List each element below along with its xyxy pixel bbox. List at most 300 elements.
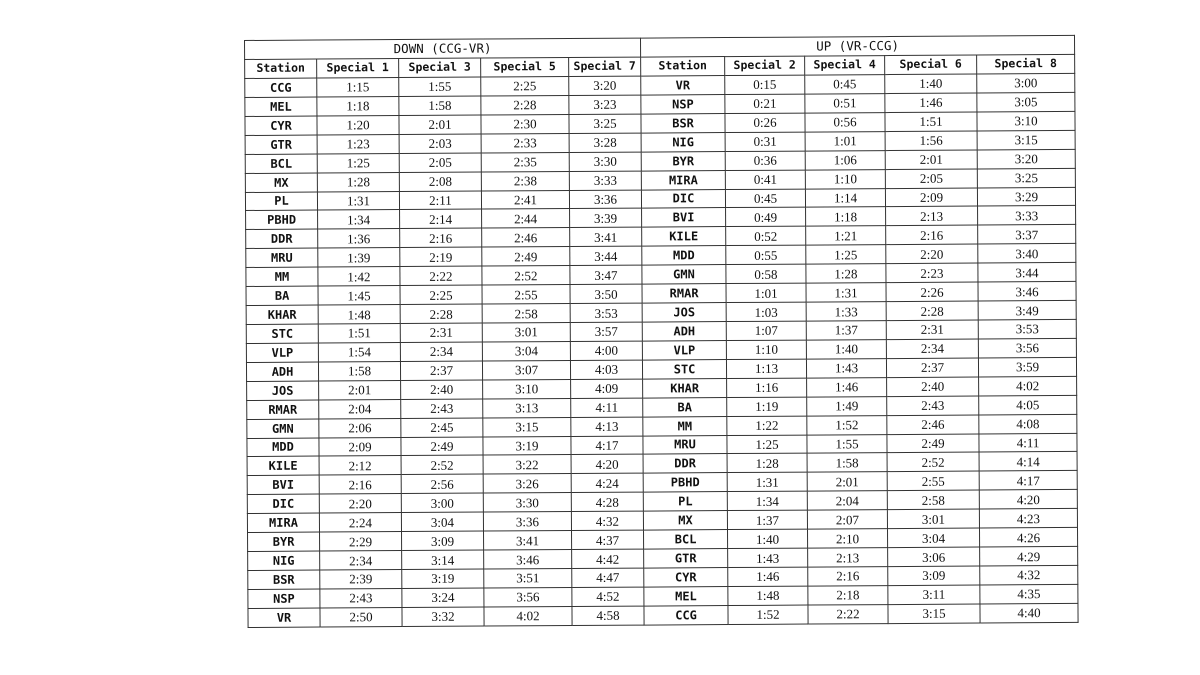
down-time-cell: 3:41 <box>570 227 642 246</box>
down-station-cell: BYR <box>248 532 320 551</box>
up-station-cell: ADH <box>642 322 726 341</box>
up-station-cell: GMN <box>642 265 726 284</box>
down-station-cell: KHAR <box>246 305 318 324</box>
up-time-cell: 1:18 <box>806 207 886 226</box>
up-station-cell: VLP <box>642 340 726 359</box>
up-station-cell: JOS <box>642 303 726 322</box>
down-time-cell: 1:55 <box>399 77 481 96</box>
up-time-cell: 2:16 <box>886 225 978 244</box>
down-col-special-1: Special 1 <box>317 59 399 79</box>
up-time-cell: 1:28 <box>806 264 886 283</box>
up-station-cell: KHAR <box>643 378 727 397</box>
down-time-cell: 3:30 <box>483 493 571 512</box>
down-time-cell: 2:33 <box>481 133 569 152</box>
down-time-cell: 2:28 <box>400 304 482 323</box>
down-time-cell: 4:37 <box>572 530 644 549</box>
down-time-cell: 1:25 <box>317 153 399 172</box>
up-station-cell: KILE <box>642 227 726 246</box>
down-col-station: Station <box>245 59 317 78</box>
down-time-cell: 2:43 <box>320 588 402 607</box>
up-time-cell: 1:25 <box>806 245 886 264</box>
up-time-cell: 0:15 <box>725 75 805 94</box>
up-time-cell: 4:26 <box>980 528 1078 548</box>
up-station-cell: STC <box>642 359 726 378</box>
down-time-cell: 2:41 <box>481 190 569 209</box>
down-time-cell: 4:09 <box>571 379 643 398</box>
down-time-cell: 3:36 <box>569 190 641 209</box>
up-station-cell: CYR <box>644 568 728 587</box>
down-time-cell: 3:23 <box>569 95 641 114</box>
up-col-station: Station <box>641 57 725 77</box>
up-time-cell: 1:19 <box>727 397 807 416</box>
down-station-cell: DDR <box>246 229 318 248</box>
up-time-cell: 1:14 <box>805 188 885 207</box>
down-col-special-7: Special 7 <box>569 57 641 76</box>
up-station-cell: DIC <box>641 189 725 208</box>
up-time-cell: 3:00 <box>977 73 1075 93</box>
up-time-cell: 2:46 <box>887 415 979 434</box>
up-time-cell: 0:41 <box>725 170 805 189</box>
down-station-cell: JOS <box>247 381 319 400</box>
up-time-cell: 4:32 <box>980 565 1078 585</box>
down-time-cell: 3:14 <box>402 550 484 569</box>
up-time-cell: 2:13 <box>808 548 888 567</box>
down-station-cell: KILE <box>247 456 319 475</box>
up-time-cell: 2:18 <box>808 585 888 604</box>
up-time-cell: 1:22 <box>727 416 807 435</box>
down-time-cell: 2:01 <box>319 380 401 399</box>
up-time-cell: 2:37 <box>886 358 978 377</box>
up-time-cell: 1:49 <box>807 396 887 415</box>
down-station-cell: ADH <box>246 362 318 381</box>
down-time-cell: 2:52 <box>482 266 570 285</box>
down-time-cell: 3:53 <box>570 303 642 322</box>
down-station-cell: DIC <box>247 494 319 513</box>
down-time-cell: 2:08 <box>399 172 481 191</box>
down-time-cell: 3:36 <box>483 512 571 531</box>
up-time-cell: 3:40 <box>978 244 1076 264</box>
down-time-cell: 2:45 <box>401 418 483 437</box>
down-station-cell: NIG <box>248 551 320 570</box>
down-time-cell: 4:32 <box>571 511 643 530</box>
down-station-cell: MEL <box>245 97 317 116</box>
down-time-cell: 4:03 <box>570 360 642 379</box>
up-time-cell: 0:55 <box>726 245 806 264</box>
down-time-cell: 4:13 <box>571 417 643 436</box>
up-time-cell: 0:21 <box>725 94 805 113</box>
down-time-cell: 2:24 <box>319 513 401 532</box>
down-direction-title: DOWN (CCG-VR) <box>245 38 641 59</box>
up-time-cell: 3:25 <box>977 168 1075 188</box>
down-time-cell: 1:39 <box>318 248 400 267</box>
up-time-cell: 1:31 <box>727 472 807 491</box>
down-time-cell: 3:46 <box>484 550 572 569</box>
down-time-cell: 3:51 <box>484 568 572 587</box>
up-time-cell: 4:17 <box>979 471 1077 491</box>
up-time-cell: 1:48 <box>728 586 808 605</box>
up-time-cell: 1:37 <box>806 321 886 340</box>
up-time-cell: 1:51 <box>885 112 977 131</box>
up-station-cell: BYR <box>641 151 725 170</box>
up-time-cell: 3:05 <box>977 92 1075 112</box>
down-time-cell: 2:38 <box>481 171 569 190</box>
down-time-cell: 4:00 <box>570 341 642 360</box>
down-time-cell: 1:54 <box>318 342 400 361</box>
up-time-cell: 1:52 <box>807 415 887 434</box>
down-time-cell: 3:33 <box>569 171 641 190</box>
down-time-cell: 2:06 <box>319 418 401 437</box>
down-time-cell: 2:43 <box>401 399 483 418</box>
down-time-cell: 3:10 <box>483 379 571 398</box>
up-time-cell: 1:25 <box>727 435 807 454</box>
up-station-cell: GTR <box>644 549 728 568</box>
up-time-cell: 3:15 <box>888 604 980 624</box>
down-time-cell: 3:19 <box>402 569 484 588</box>
up-time-cell: 1:52 <box>728 605 808 625</box>
down-time-cell: 3:50 <box>570 284 642 303</box>
down-time-cell: 2:11 <box>399 191 481 210</box>
up-time-cell: 1:34 <box>727 491 807 510</box>
up-time-cell: 2:13 <box>886 206 978 225</box>
down-time-cell: 2:31 <box>400 323 482 342</box>
down-time-cell: 2:56 <box>401 474 483 493</box>
down-time-cell: 3:07 <box>482 360 570 379</box>
up-time-cell: 4:05 <box>979 395 1077 415</box>
up-time-cell: 2:22 <box>808 604 888 624</box>
down-time-cell: 3:19 <box>483 436 571 455</box>
up-time-cell: 3:11 <box>888 585 980 604</box>
up-time-cell: 2:07 <box>807 510 887 529</box>
up-time-cell: 2:52 <box>887 452 979 471</box>
up-station-cell: BSR <box>641 113 725 132</box>
up-time-cell: 4:02 <box>979 376 1077 396</box>
down-station-cell: VR <box>248 608 320 628</box>
down-time-cell: 1:28 <box>317 172 399 191</box>
down-col-special-5: Special 5 <box>481 58 569 78</box>
up-time-cell: 2:26 <box>886 282 978 301</box>
down-time-cell: 3:04 <box>482 341 570 360</box>
up-station-cell: MIRA <box>641 170 725 189</box>
down-time-cell: 3:00 <box>401 493 483 512</box>
up-station-cell: NSP <box>641 94 725 113</box>
up-time-cell: 1:01 <box>805 131 885 150</box>
down-time-cell: 2:50 <box>320 607 402 627</box>
down-station-cell: PBHD <box>246 211 318 230</box>
up-time-cell: 1:06 <box>805 150 885 169</box>
down-time-cell: 3:26 <box>483 474 571 493</box>
down-station-cell: MM <box>246 267 318 286</box>
up-time-cell: 1:56 <box>885 131 977 150</box>
up-time-cell: 2:43 <box>887 396 979 415</box>
down-time-cell: 2:01 <box>399 115 481 134</box>
down-time-cell: 4:20 <box>571 455 643 474</box>
up-time-cell: 1:55 <box>807 434 887 453</box>
down-time-cell: 4:24 <box>571 473 643 492</box>
up-time-cell: 1:13 <box>726 359 806 378</box>
up-time-cell: 3:59 <box>978 357 1076 377</box>
down-time-cell: 3:28 <box>569 133 641 152</box>
up-time-cell: 3:49 <box>978 300 1076 320</box>
down-station-cell: GMN <box>247 419 319 438</box>
up-station-cell: BA <box>643 397 727 416</box>
down-station-cell: MRU <box>246 248 318 267</box>
up-time-cell: 3:53 <box>978 319 1076 339</box>
up-col-special-2: Special 2 <box>725 56 805 75</box>
up-time-cell: 2:10 <box>808 529 888 548</box>
up-time-cell: 4:35 <box>980 584 1078 604</box>
up-col-special-8: Special 8 <box>977 54 1075 74</box>
down-time-cell: 2:30 <box>481 114 569 133</box>
up-time-cell: 3:09 <box>888 566 980 585</box>
up-time-cell: 1:10 <box>805 169 885 188</box>
down-station-cell: BSR <box>248 570 320 589</box>
up-time-cell: 1:43 <box>728 548 808 567</box>
down-time-cell: 3:24 <box>402 588 484 607</box>
down-time-cell: 2:34 <box>400 342 482 361</box>
down-time-cell: 1:31 <box>317 191 399 210</box>
down-station-cell: BVI <box>247 475 319 494</box>
up-time-cell: 1:10 <box>726 340 806 359</box>
up-station-cell: DDR <box>643 454 727 473</box>
down-time-cell: 2:19 <box>400 247 482 266</box>
up-time-cell: 3:15 <box>977 130 1075 150</box>
timetable-body <box>245 73 1078 627</box>
down-time-cell: 3:56 <box>484 587 572 606</box>
down-time-cell: 2:05 <box>399 153 481 172</box>
down-time-cell: 2:49 <box>482 247 570 266</box>
down-time-cell: 2:55 <box>482 285 570 304</box>
up-time-cell: 0:45 <box>805 75 885 94</box>
up-time-cell: 2:05 <box>885 169 977 188</box>
up-col-special-6: Special 6 <box>885 55 977 75</box>
up-time-cell: 1:46 <box>807 377 887 396</box>
up-time-cell: 3:33 <box>978 206 1076 226</box>
down-time-cell: 4:58 <box>572 606 644 626</box>
up-time-cell: 0:51 <box>805 94 885 113</box>
up-time-cell: 3:56 <box>978 338 1076 358</box>
up-time-cell: 2:40 <box>887 377 979 396</box>
down-time-cell: 2:58 <box>482 304 570 323</box>
up-time-cell: 0:58 <box>726 264 806 283</box>
down-time-cell: 4:52 <box>572 587 644 606</box>
up-time-cell: 1:16 <box>727 378 807 397</box>
up-time-cell: 3:10 <box>977 111 1075 131</box>
up-time-cell: 2:28 <box>886 301 978 320</box>
up-time-cell: 2:01 <box>807 472 887 491</box>
up-time-cell: 0:26 <box>725 113 805 132</box>
down-station-cell: MDD <box>247 438 319 457</box>
up-time-cell: 0:56 <box>805 112 885 131</box>
down-time-cell: 2:52 <box>401 455 483 474</box>
down-station-cell: VLP <box>246 343 318 362</box>
down-time-cell: 4:17 <box>571 436 643 455</box>
down-time-cell: 1:48 <box>318 305 400 324</box>
down-time-cell: 2:16 <box>400 228 482 247</box>
down-time-cell: 2:12 <box>319 456 401 475</box>
up-time-cell: 1:40 <box>885 74 977 93</box>
up-time-cell: 3:37 <box>978 225 1076 245</box>
down-time-cell: 3:04 <box>401 512 483 531</box>
down-station-cell: GTR <box>245 135 317 154</box>
up-col-special-4: Special 4 <box>805 56 885 75</box>
down-time-cell: 2:29 <box>320 532 402 551</box>
down-time-cell: 1:42 <box>318 267 400 286</box>
up-time-cell: 4:08 <box>979 414 1077 434</box>
down-time-cell: 4:11 <box>571 398 643 417</box>
down-time-cell: 1:20 <box>317 115 399 134</box>
down-station-cell: CYR <box>245 116 317 135</box>
up-time-cell: 4:40 <box>980 603 1078 623</box>
down-station-cell: MX <box>245 173 317 192</box>
up-station-cell: RMAR <box>642 284 726 303</box>
up-time-cell: 3:29 <box>977 187 1075 207</box>
down-time-cell: 2:35 <box>481 152 569 171</box>
down-station-cell: STC <box>246 324 318 343</box>
up-time-cell: 2:31 <box>886 320 978 339</box>
up-time-cell: 2:55 <box>887 471 979 490</box>
down-time-cell: 3:20 <box>569 76 641 95</box>
down-time-cell: 3:09 <box>402 531 484 550</box>
down-time-cell: 2:46 <box>482 228 570 247</box>
up-time-cell: 2:20 <box>886 244 978 263</box>
down-time-cell: 1:36 <box>318 229 400 248</box>
up-time-cell: 1:28 <box>727 454 807 473</box>
down-time-cell: 1:34 <box>318 210 400 229</box>
down-time-cell: 1:15 <box>317 78 399 97</box>
up-time-cell: 4:14 <box>979 452 1077 472</box>
up-station-cell: MM <box>643 416 727 435</box>
up-time-cell: 1:46 <box>885 93 977 112</box>
up-time-cell: 1:31 <box>806 283 886 302</box>
up-time-cell: 0:31 <box>725 132 805 151</box>
down-time-cell: 4:02 <box>484 606 572 626</box>
up-direction-title: UP (VR-CCG) <box>641 35 1075 57</box>
up-station-cell: PL <box>643 492 727 511</box>
up-time-cell: 1:33 <box>806 302 886 321</box>
up-time-cell: 2:04 <box>807 491 887 510</box>
up-station-cell: MX <box>643 511 727 530</box>
up-station-cell: BVI <box>642 208 726 227</box>
up-time-cell: 0:45 <box>725 189 805 208</box>
down-time-cell: 4:42 <box>572 549 644 568</box>
up-time-cell: 2:01 <box>885 150 977 169</box>
up-station-cell: MDD <box>642 246 726 265</box>
down-time-cell: 3:30 <box>569 152 641 171</box>
down-time-cell: 2:39 <box>320 570 402 589</box>
down-time-cell: 2:40 <box>401 380 483 399</box>
down-station-cell: NSP <box>248 589 320 608</box>
up-time-cell: 1:40 <box>806 339 886 358</box>
up-time-cell: 0:49 <box>726 208 806 227</box>
up-time-cell: 2:16 <box>808 567 888 586</box>
down-time-cell: 1:45 <box>318 286 400 305</box>
up-time-cell: 4:11 <box>979 433 1077 453</box>
up-time-cell: 2:34 <box>886 339 978 358</box>
up-time-cell: 4:29 <box>980 546 1078 566</box>
up-time-cell: 0:36 <box>725 151 805 170</box>
up-time-cell: 3:20 <box>977 149 1075 169</box>
up-time-cell: 1:58 <box>807 453 887 472</box>
down-station-cell: MIRA <box>247 513 319 532</box>
up-time-cell: 2:49 <box>887 434 979 453</box>
down-time-cell: 3:32 <box>402 607 484 627</box>
up-time-cell: 1:37 <box>727 510 807 529</box>
down-station-cell: BA <box>246 286 318 305</box>
down-time-cell: 1:23 <box>317 134 399 153</box>
up-station-cell: CCG <box>644 605 728 625</box>
up-time-cell: 3:06 <box>888 547 980 566</box>
down-time-cell: 1:51 <box>318 324 400 343</box>
up-time-cell: 1:07 <box>726 321 806 340</box>
down-station-cell: PL <box>245 192 317 211</box>
up-station-cell: BCL <box>644 530 728 549</box>
up-time-cell: 1:21 <box>806 226 886 245</box>
down-station-cell: BCL <box>245 154 317 173</box>
down-time-cell: 2:49 <box>401 437 483 456</box>
up-time-cell: 2:58 <box>887 490 979 509</box>
down-time-cell: 4:47 <box>572 568 644 587</box>
up-time-cell: 1:46 <box>728 567 808 586</box>
down-col-special-3: Special 3 <box>399 58 481 78</box>
up-station-cell: MRU <box>643 435 727 454</box>
up-time-cell: 2:09 <box>885 188 977 207</box>
down-time-cell: 2:28 <box>481 95 569 114</box>
up-station-cell: NIG <box>641 132 725 151</box>
up-time-cell: 1:03 <box>726 302 806 321</box>
special-trains-timetable <box>244 35 1079 628</box>
up-time-cell: 1:40 <box>728 529 808 548</box>
up-station-cell: MEL <box>644 586 728 605</box>
down-time-cell: 3:22 <box>483 455 571 474</box>
down-time-cell: 2:25 <box>481 77 569 96</box>
down-time-cell: 3:44 <box>570 246 642 265</box>
up-time-cell: 1:43 <box>806 358 886 377</box>
up-time-cell: 4:20 <box>979 490 1077 510</box>
down-time-cell: 3:15 <box>483 417 571 436</box>
down-time-cell: 2:25 <box>400 285 482 304</box>
down-time-cell: 3:47 <box>570 265 642 284</box>
up-time-cell: 3:01 <box>887 509 979 528</box>
up-time-cell: 1:01 <box>726 283 806 302</box>
down-time-cell: 2:44 <box>482 209 570 228</box>
down-time-cell: 1:58 <box>318 361 400 380</box>
down-time-cell: 2:09 <box>319 437 401 456</box>
down-time-cell: 2:22 <box>400 266 482 285</box>
down-time-cell: 2:37 <box>400 361 482 380</box>
down-time-cell: 2:16 <box>319 475 401 494</box>
down-time-cell: 3:25 <box>569 114 641 133</box>
down-station-cell: RMAR <box>247 400 319 419</box>
up-time-cell: 4:23 <box>979 509 1077 529</box>
down-time-cell: 2:04 <box>319 399 401 418</box>
down-time-cell: 3:13 <box>483 398 571 417</box>
table-row <box>248 603 1078 627</box>
up-time-cell: 0:52 <box>726 226 806 245</box>
down-time-cell: 1:18 <box>317 96 399 115</box>
timetable-document <box>244 35 1078 628</box>
down-time-cell: 2:14 <box>400 210 482 229</box>
down-time-cell: 3:39 <box>570 209 642 228</box>
up-time-cell: 2:23 <box>886 263 978 282</box>
up-time-cell: 3:04 <box>888 528 980 547</box>
down-time-cell: 2:03 <box>399 134 481 153</box>
down-time-cell: 3:57 <box>570 322 642 341</box>
down-time-cell: 3:41 <box>484 531 572 550</box>
down-time-cell: 4:28 <box>571 492 643 511</box>
up-station-cell: VR <box>641 76 725 95</box>
up-time-cell: 3:44 <box>978 263 1076 283</box>
up-station-cell: PBHD <box>643 473 727 492</box>
